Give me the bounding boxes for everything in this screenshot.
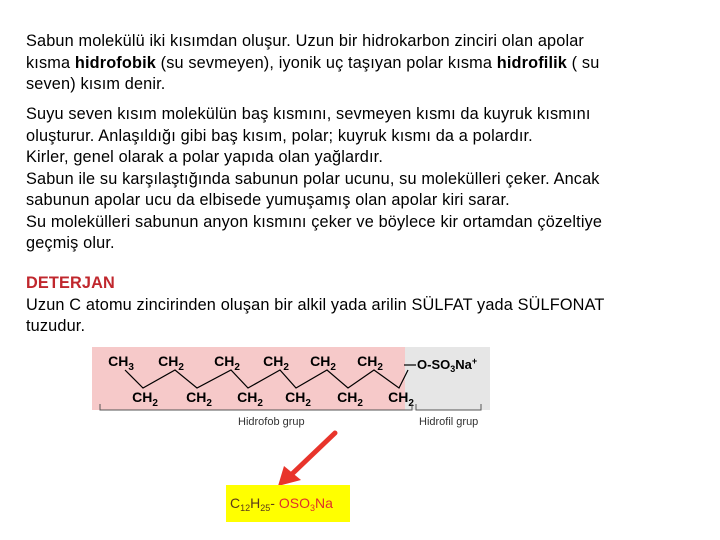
text-line: seven) kısım denir. xyxy=(26,75,166,93)
hydrophobic-label: Hidrofob grup xyxy=(238,416,305,428)
text-line: Uzun C atomu zincirinden oluşan bir alkil yada arilin SÜLFAT yada SÜLFONAT xyxy=(26,295,605,314)
formula-oxygen-count: 3 xyxy=(309,503,315,513)
carbon-group-bottom: $CH_2$ xyxy=(337,389,363,409)
carbon-group-bottom: $CH_2$ xyxy=(285,389,311,409)
bold-term-hidrofilik: hidrofilik xyxy=(496,53,567,72)
text-line: Sabun molekülü iki kısımdan oluşur. Uzun bir hidrokarbon zinciri olan apolar xyxy=(26,32,585,50)
red-arrow-icon xyxy=(278,433,335,486)
carbon-group-bottom: $CH_2$ xyxy=(388,389,414,409)
formula-dash: - xyxy=(270,495,275,511)
carbon-group-bottom: $CH_2$ xyxy=(237,389,263,409)
hydrophilic-label: Hidrofil grup xyxy=(419,416,479,428)
text-line: Kirler, genel olarak a polar yapıda olan yağlardır. xyxy=(26,148,384,166)
carbon-group-bottom: $CH_2$ xyxy=(132,389,158,409)
chemical-formula-box xyxy=(226,485,350,522)
text-line: Suyu seven kısım molekülün baş kısmını, sevmeyen kısmı da kuyruk kısmını xyxy=(26,105,591,123)
text-line: Su molekülleri sabunun anyon kısmını çeker ve böylece kir ortamdan çözeltiye xyxy=(26,212,603,231)
text-line: geçmiş olur. xyxy=(26,234,115,252)
text-line: sabunun apolar ucu da elbisede yumuşamış olan apolar kiri sarar. xyxy=(26,191,510,209)
formula-carbon-count: 12 xyxy=(240,503,251,513)
carbon-group-top: $CH_2$ xyxy=(158,353,184,373)
formula-sulfate: OSO xyxy=(274,495,310,511)
text-fragment: (su sevmeyen), iyonik uç taşıyan polar kısma xyxy=(155,53,497,72)
text-line: Sabun ile su karşılaştığında sabunun polar ucunu, su molekülleri çeker. Ancak xyxy=(26,169,600,188)
carbon-group-bottom: $CH_2$ xyxy=(186,389,212,409)
formula-hydrogen-count: 25 xyxy=(260,503,271,513)
carbon-group-top: $CH_3$ xyxy=(108,353,134,373)
formula-sodium: Na xyxy=(314,495,333,511)
carbon-group-top: $CH_2$ xyxy=(214,353,240,373)
carbon-group-top: $CH_2$ xyxy=(357,353,383,373)
carbon-group-top: $CH_2$ xyxy=(310,353,336,373)
deterjan-heading: DETERJAN xyxy=(26,274,115,292)
head-group-label: $O-SO_3Na^+$ xyxy=(417,356,478,374)
text-fragment: kısma xyxy=(26,53,75,72)
text-line: tuzudur. xyxy=(26,317,86,335)
carbon-group-top: $CH_2$ xyxy=(263,353,289,373)
formula-hydrogen: H xyxy=(250,495,261,511)
text-fragment: ( su xyxy=(567,53,600,72)
bold-term-hidrofobik: hidrofobik xyxy=(74,53,156,72)
formula-carbon: C xyxy=(230,495,241,511)
text-line: oluşturur. Anlaşıldığı gibi baş kısım, polar; kuyruk kısmı da a polardır. xyxy=(26,126,533,145)
